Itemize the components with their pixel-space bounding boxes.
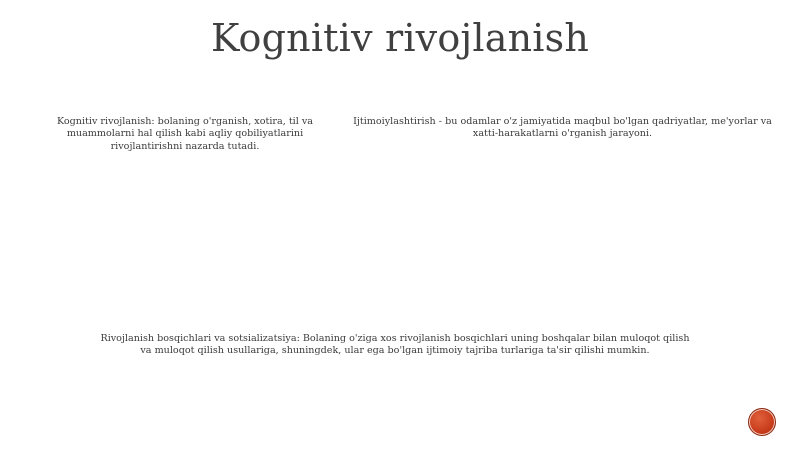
slide-title: Kognitiv rivojlanish (210, 16, 590, 60)
development-stages-text: Rivojlanish bosqichlari va sotsializatsiya: Bolaning o'ziga xos rivojlanish bosqichlari uning boshqalar bilan muloqot qilish va muloqot qilish usullariga, shuningdek, ular ega bo'lgan ijtimoiy tajriba turlariga ta'sir qilishi mumkin. (100, 333, 690, 357)
cognitive-development-text: Kognitiv rivojlanish: bolaning o'rganish, xotira, til va muammolarni hal qilish kabi aqliy qobiliyatlarini rivojlantirishni nazarda tutadi. (56, 116, 314, 152)
slide-nav-button[interactable] (748, 408, 776, 436)
socialization-text: Ijtimoiylashtirish - bu odamlar o'z jamiyatida maqbul bo'lgan qadriyatlar, me'yorlar va xatti-harakatlarni o'rganish jarayoni. (353, 116, 772, 140)
